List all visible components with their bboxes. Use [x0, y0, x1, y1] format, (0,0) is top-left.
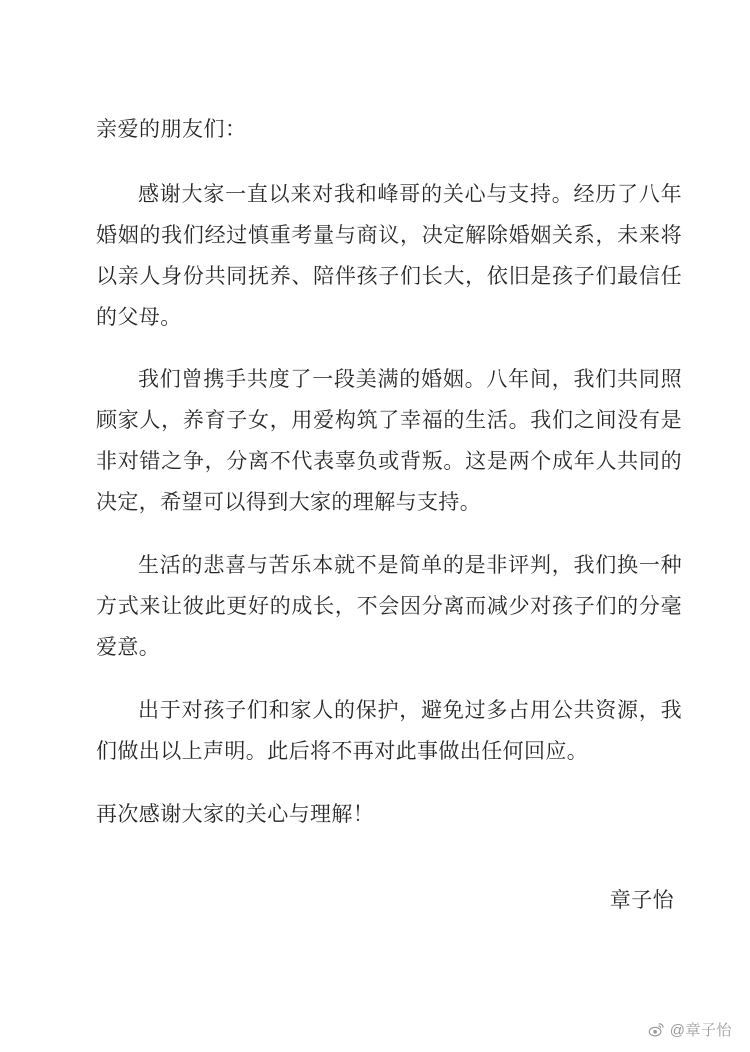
paragraph-4: 出于对孩子们和家人的保护，避免过多占用公共资源，我们做出以上声明。此后将不再对此事做出任何回应。 — [96, 698, 682, 763]
paragraph-3: 生活的悲喜与苦乐本就不是简单的是非评判，我们换一种方式来让彼此更好的成长，不会因分离而减少对孩子们的分毫爱意。 — [96, 553, 682, 660]
weibo-icon — [648, 1021, 665, 1038]
watermark — [648, 1019, 732, 1040]
signature: 章子怡 — [609, 887, 674, 912]
letter-body — [96, 112, 682, 921]
salutation: 亲爱的朋友们： — [96, 117, 247, 141]
watermark-handle: @章子怡 — [669, 1022, 732, 1039]
paragraph-2: 我们曾携手共度了一段美满的婚姻。八年间，我们共同照顾家人，养育子女，用爱构筑了幸福的生活。我们之间没有是非对错之争，分离不代表辜负或背叛。这是两个成年人共同的决定，希望可以得到大家的理解与支持。 — [96, 367, 682, 515]
closing-line: 再次感谢大家的关心与理解！ — [96, 801, 375, 826]
paragraph-1: 感谢大家一直以来对我和峰哥的关心与支持。经历了八年婚姻的我们经过慎重考量与商议，决定解除婚姻关系，未来将以亲人身份共同抚养、陪伴孩子们长大，依旧是孩子们最信任的父母。 — [96, 181, 682, 329]
